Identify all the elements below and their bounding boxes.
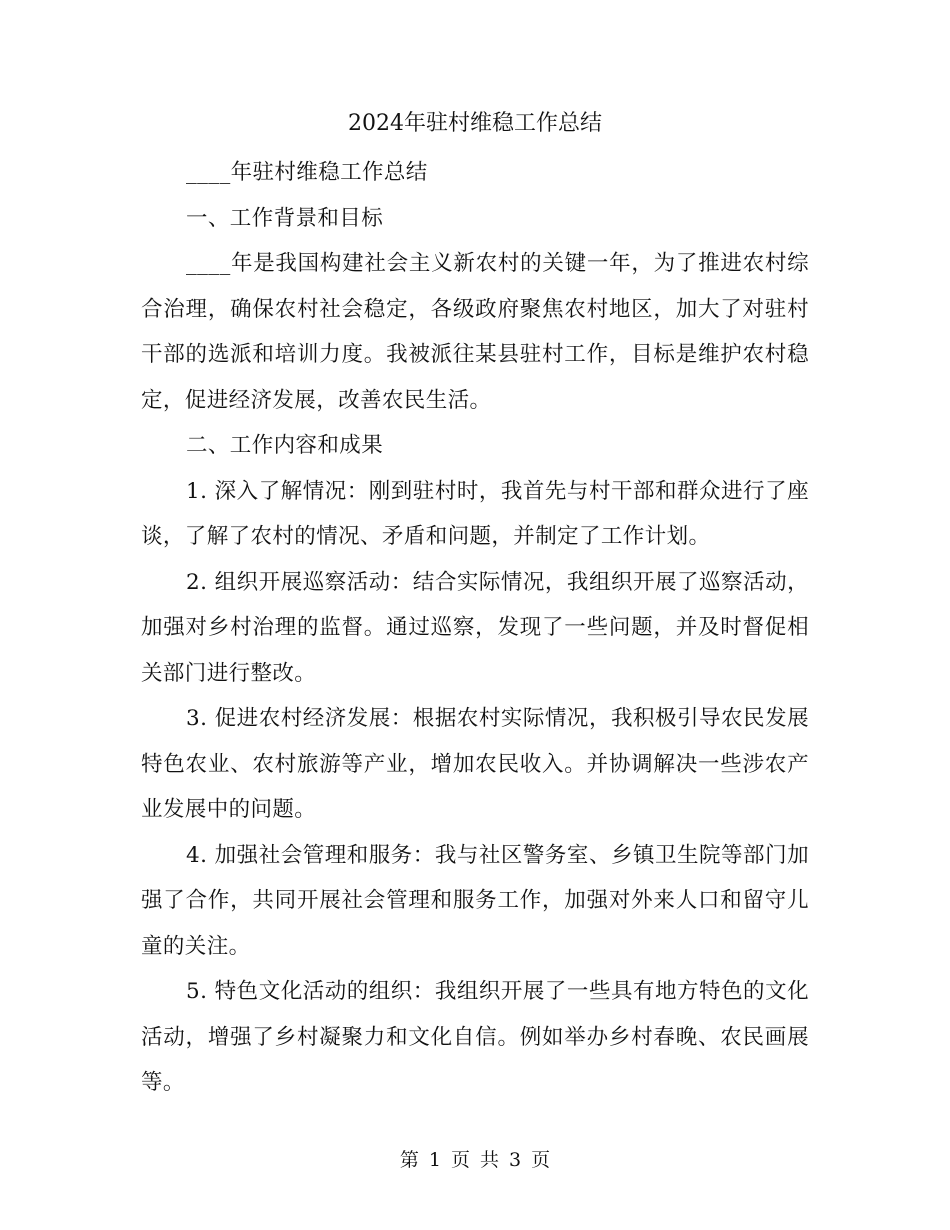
item-paragraph-1: 1. 深入了解情况：刚到驻村时，我首先与村干部和群众进行了座谈，了解了农村的情况、矛盾和问题，并制定了工作计划。: [141, 478, 809, 549]
item-paragraph-3: 3. 促进农村经济发展：根据农村实际情况，我积极引导农民发展特色农业、农村旅游等产业，增加农民收入。并协调解决一些涉农产业发展中的问题。: [141, 706, 809, 822]
page-number-footer: 第 1 页 共 3 页: [399, 1149, 551, 1171]
item-paragraph-2: 2. 组织开展巡察活动：结合实际情况，我组织开展了巡察活动，加强对乡村治理的监督。通过巡察，发现了一些问题，并及时督促相关部门进行整改。: [141, 569, 809, 686]
document-body: [141, 150, 809, 1106]
background-paragraph: ____年是我国构建社会主义新农村的关键一年，为了推进农村综合治理，确保农村社会稳定，各级政府聚焦农村地区，加大了对驻村干部的选派和培训力度。我被派往某县驻村工作，目标是维护农村稳定，促进经济发展，改善农民生活。: [141, 251, 809, 413]
item-paragraph-4: 4. 加强社会管理和服务：我与社区警务室、乡镇卫生院等部门加强了合作，共同开展社会管理和服务工作，加强对外来人口和留守儿童的关注。: [141, 842, 809, 959]
document-title: 2024年驻村维稳工作总结: [348, 111, 602, 136]
section-heading-content: 二、工作内容和成果: [186, 433, 384, 458]
item-paragraph-5: 5. 特色文化活动的组织：我组织开展了一些具有地方特色的文化活动，增强了乡村凝聚力和文化自信。例如举办乡村春晚、农民画展等。: [141, 979, 809, 1095]
section-heading-background: 一、工作背景和目标: [186, 205, 384, 231]
subtitle-paragraph: ____年驻村维稳工作总结: [186, 160, 428, 185]
